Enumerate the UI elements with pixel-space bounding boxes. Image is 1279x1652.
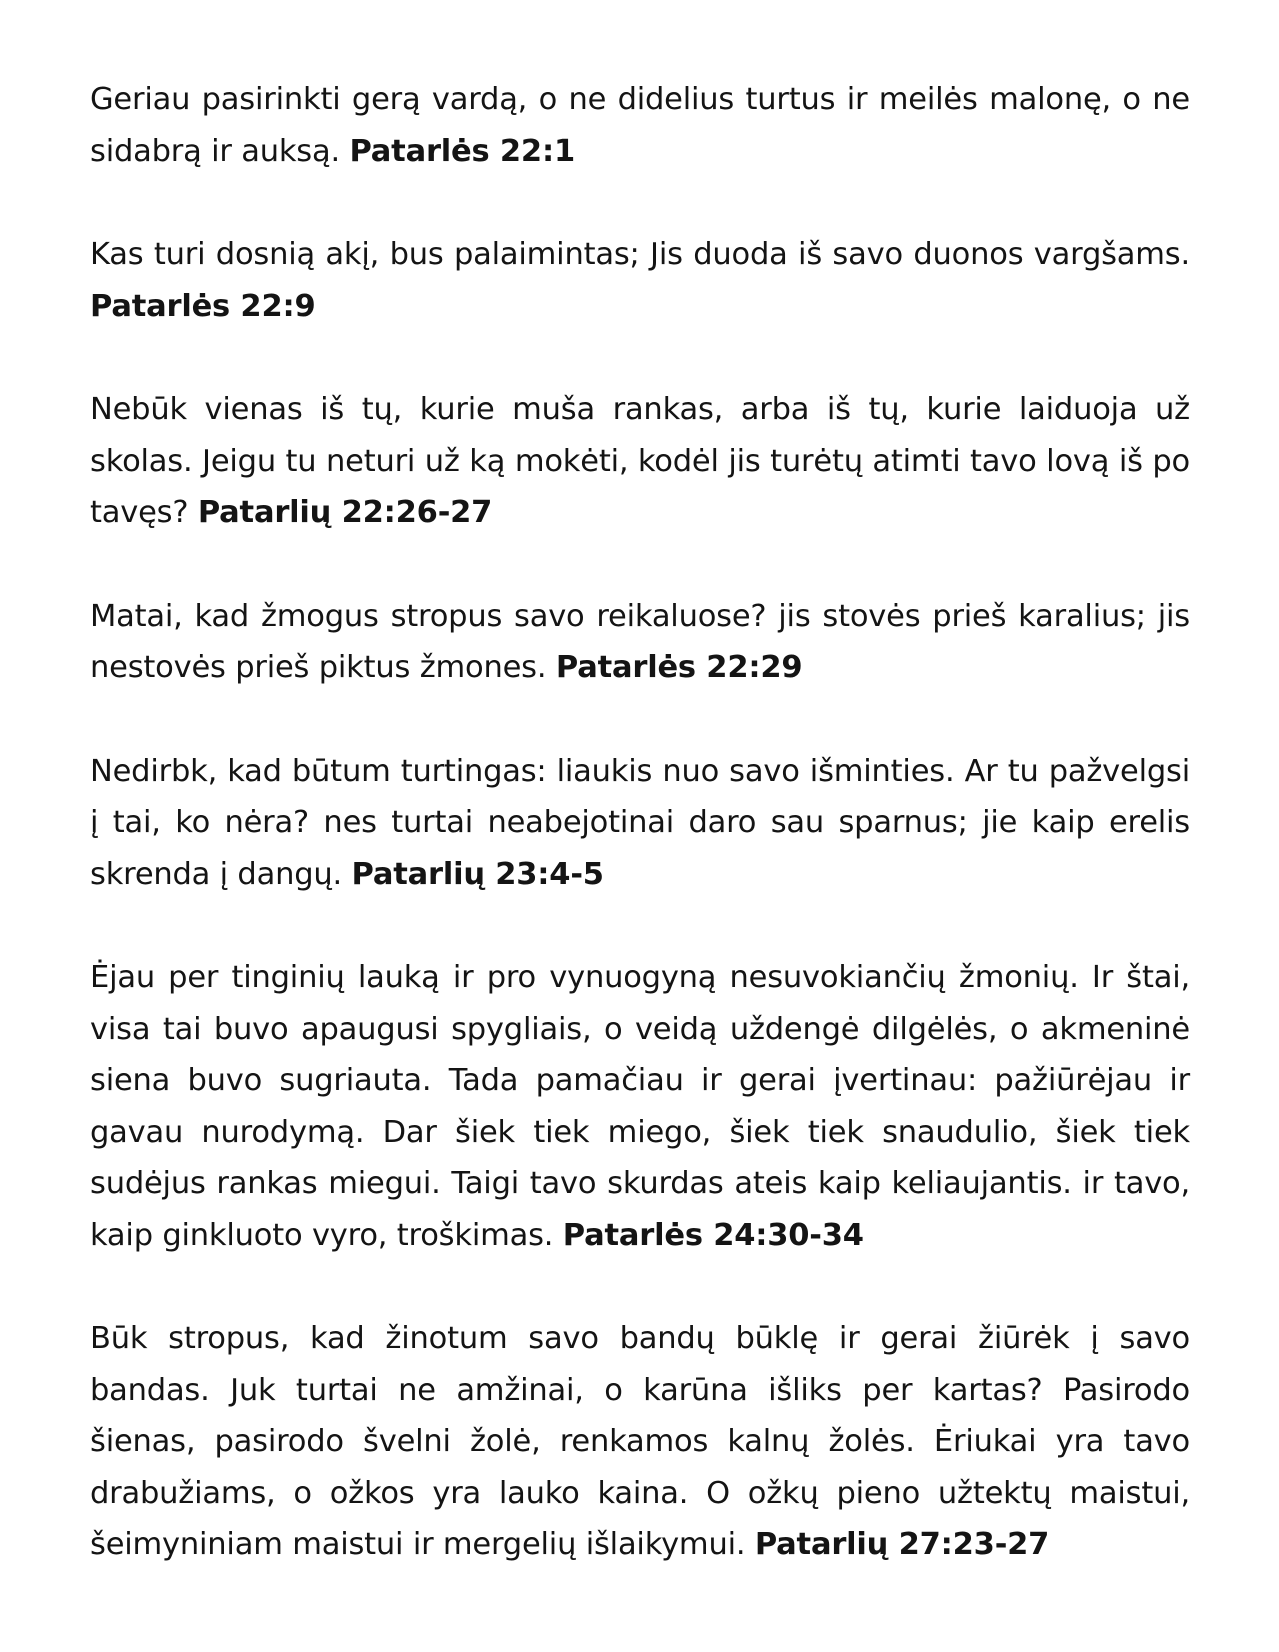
verse-paragraph (90, 746, 1190, 901)
verse-reference: Patarlių 23:4-5 (351, 856, 604, 892)
verse-reference: Patarlės 24:30-34 (562, 1217, 864, 1253)
verse-paragraph (90, 74, 1190, 177)
verse-text: Matai, kad žmogus stropus savo reikaluose? jis stovės prieš karalius; jis nestovės prieš piktus žmones. (90, 598, 1190, 685)
verse-text: Būk stropus, kad žinotum savo bandų būklę ir gerai žiūrėk į savo bandas. Juk turtai ne amžinai, o karūna išliks per kartas? Pasirodo šienas, pasirodo švelni žolė, renkamos kalnų žolės. Ėriukai yra tavo drabužiams, o ožkos yra lauko kaina. O ožkų pieno užtektų maistui, šeimyniniam maistui ir mergelių išlaikymui. (90, 1321, 1190, 1562)
verse-text: Ėjau per tinginių lauką ir pro vynuogyną nesuvokiančių žmonių. Ir štai, visa tai buvo apaugusi spygliais, o veidą uždengė dilgėlės, o akmeninė siena buvo sugriauta. Tada pamačiau ir gerai įvertinau: pažiūrėjau ir gavau nurodymą. Dar šiek tiek miego, šiek tiek snaudulio, šiek tiek sudėjus rankas miegui. Taigi tavo skurdas ateis kaip keliaujantis. ir tavo, kaip ginkluoto vyro, troškimas. (90, 960, 1190, 1253)
verse-paragraph (90, 1313, 1190, 1571)
verse-reference: Patarlių 27:23-27 (754, 1527, 1050, 1562)
verse-text: Nedirbk, kad būtum turtingas: liaukis nuo savo išminties. Ar tu pažvelgsi į tai, ko nėra? nes turtai neabejotinai daro sau sparnus; jie kaip erelis skrenda į dangų. (90, 753, 1190, 892)
verse-text: Nebūk vienas iš tų, kurie muša rankas, arba iš tų, kurie laiduoja už skolas. Jeigu tu neturi už ką mokėti, kodėl jis turėtų atimti tavo lovą iš po tavęs? (90, 392, 1190, 530)
verse-reference: Patarlės 22:29 (555, 650, 803, 685)
verse-paragraph (90, 229, 1190, 332)
verse-text: Kas turi dosnią akį, bus palaimintas; Jis duoda iš savo duonos vargšams. (90, 237, 1190, 272)
verse-reference: Patarlių 22:26-27 (197, 495, 493, 530)
verse-paragraph (90, 591, 1190, 694)
verse-paragraph (90, 384, 1190, 539)
verse-reference: Patarlės 22:9 (90, 288, 316, 324)
verse-text: Geriau pasirinkti gerą vardą, o ne didelius turtus ir meilės malonę, o ne sidabrą ir auksą. (90, 82, 1190, 169)
verse-reference: Patarlės 22:1 (349, 133, 575, 169)
verse-paragraph (90, 952, 1190, 1261)
document-page (90, 74, 1190, 1623)
